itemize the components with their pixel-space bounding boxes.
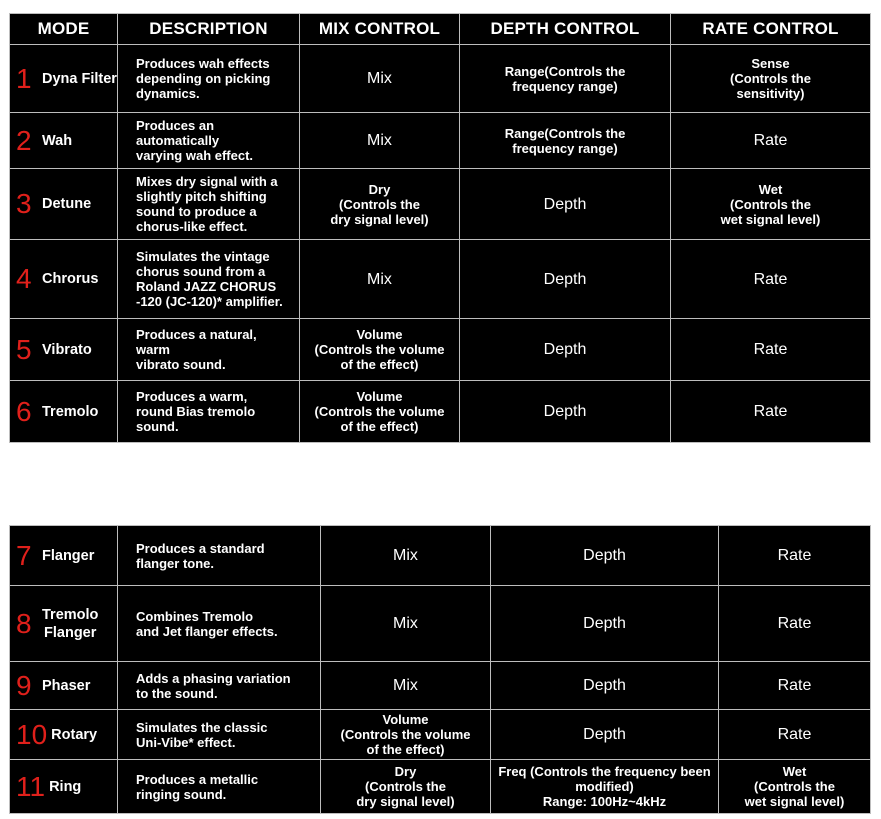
description-line: Adds a phasing variation — [136, 670, 291, 686]
mix-control-cell — [300, 45, 460, 113]
cell-line: Depth — [543, 403, 587, 420]
cell-line: dry signal level) — [330, 211, 429, 227]
description-line: chorus sound from a — [136, 264, 266, 279]
table-row — [10, 662, 871, 710]
mode-number: 5 — [16, 333, 32, 365]
cell-line: (Controls the volume — [314, 342, 445, 357]
cell-line: Mix — [367, 132, 392, 149]
depth-control-cell — [460, 45, 671, 113]
cell-line: of the effect) — [340, 419, 419, 434]
depth-control-cell — [491, 662, 719, 710]
mode-cell — [10, 662, 118, 710]
cell-line: Depth — [583, 547, 626, 564]
cell-line: Rate — [777, 726, 812, 743]
mode-number: 10 — [16, 718, 48, 750]
cell-line: Mix — [393, 547, 418, 564]
mode-name-line: Rotary — [51, 726, 98, 743]
mode-name — [42, 677, 90, 695]
mode-name: Wah — [42, 132, 73, 149]
cell-line: frequency range) — [512, 78, 618, 94]
depth-control-cell — [460, 319, 671, 381]
description-line: Produces a standard — [136, 540, 265, 556]
cell-line: Mix — [367, 270, 392, 288]
rate-control-cell — [671, 169, 871, 240]
mix-control-cell — [321, 662, 491, 710]
description-line: dynamics. — [136, 86, 200, 101]
mode-name: Detune — [42, 196, 92, 212]
mode-cell — [10, 381, 118, 443]
description-cell — [118, 710, 321, 760]
rate-control-cell — [719, 526, 871, 586]
rate-control-cell — [671, 240, 871, 319]
mode-number: 7 — [16, 539, 32, 571]
cell-line: Depth — [543, 270, 587, 288]
description-line: vibrato sound. — [136, 357, 226, 372]
table-row — [10, 45, 871, 113]
cell-line: Mix — [393, 677, 418, 694]
effects-table-2 — [9, 525, 871, 814]
cell-line: Sense — [751, 56, 790, 71]
table-row — [10, 760, 871, 814]
header-depth-control: DEPTH CONTROL — [460, 14, 671, 45]
mode-cell — [10, 710, 118, 760]
rate-control-cell — [719, 710, 871, 760]
mix-control-cell — [321, 586, 491, 662]
cell-line: (Controls the — [730, 71, 811, 86]
rate-control-cell — [671, 45, 871, 113]
description-line: -120 (JC-120)* amplifier. — [136, 294, 283, 309]
cell-line: Mix — [393, 615, 418, 632]
cell-line: sensitivity) — [736, 86, 805, 101]
description-line: Produces wah effects — [136, 56, 270, 71]
description-line: varying wah effect. — [136, 148, 254, 163]
description-line: round Bias tremolo — [136, 404, 256, 419]
mode-cell — [10, 526, 118, 586]
description-cell — [118, 662, 321, 710]
mode-name-line: Tremolo — [42, 606, 99, 623]
cell-line: Depth — [583, 726, 626, 743]
mode-name: Tremolo — [42, 403, 99, 420]
description-line: Roland JAZZ CHORUS — [136, 279, 277, 294]
cell-line: (Controls the volume — [314, 404, 445, 419]
description-line: flanger tone. — [136, 555, 215, 571]
mix-control-cell — [300, 319, 460, 381]
cell-line: Rate — [777, 615, 812, 632]
cell-line: Rate — [753, 403, 788, 420]
cell-line: frequency range) — [512, 140, 618, 156]
rate-control-cell — [671, 319, 871, 381]
cell-line: of the effect) — [340, 357, 419, 372]
mix-control-cell — [300, 113, 460, 169]
cell-line: (Controls the — [339, 196, 420, 212]
cell-line: (Controls the — [754, 779, 835, 794]
mode-number: 8 — [16, 607, 32, 639]
cell-line: Rate — [753, 341, 788, 358]
mix-control-cell — [300, 381, 460, 443]
mode-name-line: Ring — [49, 778, 82, 795]
description-cell — [118, 526, 321, 586]
depth-control-cell — [491, 760, 719, 814]
mode-number: 2 — [16, 124, 32, 156]
mix-control-cell — [321, 710, 491, 760]
description-line: chorus-like effect. — [136, 219, 248, 234]
depth-control-cell — [460, 240, 671, 319]
description-cell — [118, 169, 300, 240]
header-rate-control: RATE CONTROL — [671, 14, 871, 45]
mode-cell — [10, 240, 118, 319]
depth-control-cell — [491, 526, 719, 586]
mode-cell — [10, 169, 118, 240]
header-description: DESCRIPTION — [118, 14, 300, 45]
description-line: Combines Tremolo — [136, 608, 254, 624]
cell-line: (Controls the volume — [340, 727, 471, 742]
rate-control-cell — [671, 113, 871, 169]
mode-number: 1 — [16, 62, 32, 94]
description-line: to the sound. — [136, 685, 218, 701]
rate-control-cell — [719, 760, 871, 814]
cell-line: Volume — [356, 327, 403, 342]
rate-control-cell — [719, 586, 871, 662]
description-line: Mixes dry signal with a — [136, 174, 278, 189]
cell-line: (Controls the — [365, 779, 446, 794]
cell-line: Volume — [356, 389, 403, 404]
header-mix-control: MIX CONTROL — [300, 14, 460, 45]
cell-line: Depth — [543, 195, 587, 213]
mix-control-cell — [321, 760, 491, 814]
cell-line: Depth — [543, 341, 587, 358]
description-line: and Jet flanger effects. — [136, 623, 278, 639]
mode-name-line: Flanger — [42, 547, 95, 564]
table-row — [10, 319, 871, 381]
rate-control-cell — [671, 381, 871, 443]
description-cell — [118, 113, 300, 169]
mode-number: 11 — [16, 770, 46, 802]
description-line: Simulates the vintage — [136, 249, 270, 264]
depth-control-cell — [460, 169, 671, 240]
description-line: sound to produce a — [136, 204, 257, 219]
description-cell — [118, 319, 300, 381]
cell-line: Range(Controls the — [504, 125, 626, 141]
description-cell — [118, 760, 321, 814]
cell-line: Range(Controls the — [504, 63, 626, 79]
cell-line: modified) — [575, 779, 634, 794]
description-cell — [118, 381, 300, 443]
cell-line: Mix — [367, 70, 392, 87]
mode-number: 6 — [16, 395, 32, 427]
description-line: Uni-Vibe* effect. — [136, 734, 236, 750]
description-line: Produces an automatically — [136, 118, 220, 148]
mode-number: 3 — [16, 188, 32, 219]
mode-name: Dyna Filter — [42, 70, 117, 87]
effects-table-1 — [9, 13, 871, 443]
cell-line: (Controls the — [730, 196, 811, 212]
cell-line: Freq (Controls the frequency been — [498, 764, 711, 779]
cell-line: Dry — [368, 181, 391, 197]
mix-control-cell — [300, 169, 460, 240]
cell-line: Range: 100Hz~4kHz — [542, 794, 667, 809]
cell-line: Rate — [777, 547, 812, 564]
cell-line: wet signal level) — [720, 211, 821, 227]
table-row — [10, 169, 871, 240]
description-cell — [118, 45, 300, 113]
mode-number: 9 — [16, 669, 32, 701]
table-row — [10, 381, 871, 443]
description-line: Produces a warm, — [136, 389, 248, 404]
cell-line: of the effect) — [366, 742, 445, 757]
description-cell — [118, 240, 300, 319]
description-line: Simulates the classic — [136, 719, 268, 735]
mode-cell — [10, 586, 118, 662]
mode-name — [42, 547, 94, 565]
mode-number: 4 — [16, 263, 32, 294]
cell-line: Volume — [382, 712, 429, 727]
description-line: Produces a metallic — [136, 771, 259, 787]
mode-cell — [10, 760, 118, 814]
depth-control-cell — [491, 710, 719, 760]
cell-line: Rate — [753, 270, 788, 288]
description-line: Produces a natural, warm — [136, 327, 257, 357]
cell-line: Rate — [753, 132, 788, 149]
mode-name — [42, 606, 98, 642]
mode-name — [51, 726, 97, 744]
mode-name: Vibrato — [42, 341, 92, 358]
cell-line: Dry — [394, 764, 417, 779]
depth-control-cell — [460, 381, 671, 443]
description-line: depending on picking — [136, 71, 271, 86]
mode-name-line: Flanger — [44, 624, 97, 641]
mix-control-cell — [321, 526, 491, 586]
table-row — [10, 710, 871, 760]
description-line: sound. — [136, 419, 179, 434]
table-row — [10, 586, 871, 662]
table-row — [10, 113, 871, 169]
cell-line: Rate — [777, 677, 812, 694]
depth-control-cell — [491, 586, 719, 662]
mode-cell — [10, 319, 118, 381]
mix-control-cell — [300, 240, 460, 319]
cell-line: Depth — [583, 615, 626, 632]
table-row — [10, 526, 871, 586]
cell-line: Wet — [782, 764, 807, 779]
header-mode: MODE — [10, 14, 118, 45]
depth-control-cell — [460, 113, 671, 169]
description-line: slightly pitch shifting — [136, 189, 267, 204]
description-line: ringing sound. — [136, 786, 227, 802]
rate-control-cell — [719, 662, 871, 710]
mode-cell — [10, 45, 118, 113]
mode-name-line: Phaser — [42, 677, 91, 694]
mode-cell — [10, 113, 118, 169]
cell-line: wet signal level) — [744, 794, 845, 809]
mode-name: Chrorus — [42, 271, 99, 287]
header-row — [10, 14, 871, 45]
description-cell — [118, 586, 321, 662]
cell-line: Depth — [583, 677, 626, 694]
table-row — [10, 240, 871, 319]
mode-name — [49, 778, 81, 796]
cell-line: dry signal level) — [356, 794, 455, 809]
cell-line: Wet — [758, 181, 783, 197]
